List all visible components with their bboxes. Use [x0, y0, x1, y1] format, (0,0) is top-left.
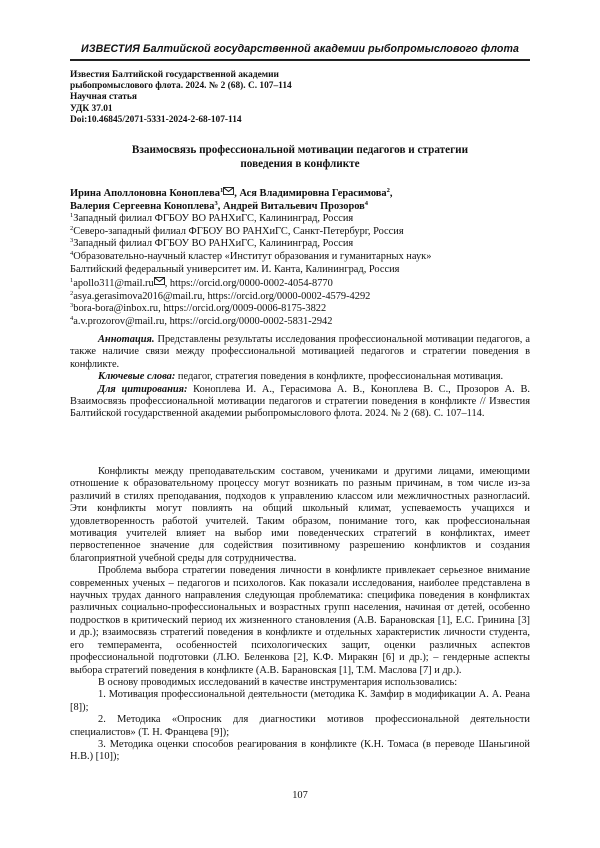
page-number: 107	[292, 790, 308, 801]
contact-email[interactable]: apollo311@mail.ru	[73, 278, 154, 290]
title-line: поведения в конфликте	[240, 158, 360, 170]
body-paragraph: 3. Методика оценки способов реагирования в конфликте (К.Н. Томаса (в переводе Шаньгиной Н.В.) [10]);	[70, 738, 530, 763]
author-name: Валерия Сергеевна Коноплева	[70, 200, 215, 212]
affiliation	[70, 213, 540, 226]
author-sup: 3	[214, 199, 218, 207]
meta-doi: Doi:10.46845/2071-5331-2024-2-68-107-114	[70, 114, 242, 125]
envelope-icon	[154, 276, 165, 289]
article-title	[70, 143, 530, 171]
abstract-text: Представлены результаты исследования профессиональной мотивации педагогов, а также наличие связи между профессиональной мотивацией педагогов и стратегии поведения в конфликте.	[70, 334, 530, 370]
keywords-paragraph	[70, 371, 530, 383]
author-name: Ирина Аполлоновна Коноплева	[70, 188, 220, 199]
header-rule	[70, 59, 530, 61]
affiliation-text: Западный филиал ФГБОУ ВО РАНХиГС, Калининград, Россия	[73, 238, 354, 250]
affiliation-text: Северо-западный филиал ФГБОУ ВО РАНХиГС, Санкт-Петербург, Россия	[73, 225, 404, 237]
abstract-paragraph	[70, 334, 530, 371]
affiliation	[70, 226, 540, 239]
citation-label: Для цитирования:	[98, 383, 188, 395]
contact	[70, 316, 540, 329]
envelope-icon	[223, 186, 234, 199]
contact-sup: 1	[70, 277, 74, 285]
affiliation	[70, 238, 540, 251]
affiliation-sup: 1	[70, 212, 74, 220]
article-meta	[70, 70, 530, 126]
author-name: Ася Владимировна Герасимова	[239, 188, 387, 199]
citation-text: Коноплева И. А., Герасимова А. В., Коноплева В. С., Прозоров А. В. Взаимосвязь профессиональной мотивации педагогов и стратегии поведения в конфликте // Известия Балтийской государственной академии рыбопромыслового флота. 2024. № 2 (68). С. 107–114.	[70, 383, 530, 420]
meta-journal-line: Известия Балтийской государственной академии	[70, 70, 279, 80]
body-paragraph: В основу проводимых исследований в качестве инструментария использовались:	[98, 676, 458, 688]
contact-orcid[interactable]: , https://orcid.org/0000-0002-4054-8770	[164, 278, 333, 290]
meta-issue-line: рыбопромыслового флота. 2024. № 2 (68). С. 107–114	[70, 81, 292, 92]
author-sup: 2	[386, 187, 390, 194]
affiliation-sup: 4	[70, 249, 74, 257]
title-line: Взаимосвязь профессиональной мотивации педагогов и стратегии	[131, 144, 469, 156]
contact-sup: 3	[70, 302, 74, 310]
author-names-line	[70, 186, 540, 201]
author-separator: ,	[389, 188, 393, 199]
author-name: Андрей Витальевич Прозоров	[222, 200, 365, 212]
author-separator: ,	[234, 188, 240, 199]
abstract-label: Аннотация.	[98, 334, 155, 345]
body-paragraph: 2. Методика «Опросник для диагностики мотивов профессиональной деятельности специалистов» (Т. Н. Францева [9]);	[70, 714, 530, 738]
running-header: ИЗВЕСТИЯ Балтийской государственной академии рыбопромыслового флота	[80, 43, 520, 55]
contact-text[interactable]: a.v.prozorov@mail.ru, https://orcid.org/0000-0002-5831-2942	[73, 315, 333, 327]
author-names-line	[70, 201, 540, 214]
contact-sup: 2	[70, 289, 74, 297]
author-sup: 1	[219, 187, 224, 194]
contact-text[interactable]: bora-bora@inbox.ru, https://orcid.org/0009-0006-8175-3822	[73, 303, 327, 315]
body-paragraph: 1. Мотивация профессиональной деятельности (методика К. Замфир в модификации А. А. Реана [8]);	[70, 689, 530, 713]
article-body	[70, 466, 530, 764]
contact	[70, 303, 540, 316]
affiliation: Балтийский федеральный университет им. И. Канта, Калининград, Россия	[70, 263, 400, 275]
contact-sup: 4	[70, 314, 74, 322]
abstract-block	[70, 334, 530, 421]
authors-block	[70, 186, 540, 329]
contact	[70, 276, 540, 291]
meta-udc: УДК 37.01	[70, 103, 113, 114]
citation-paragraph	[70, 384, 530, 421]
affiliation-text: Образовательно-научный кластер «Институт образования и гуманитарных наук»	[73, 250, 432, 262]
affiliation-text: Западный филиал ФГБОУ ВО РАНХиГС, Калининград, Россия	[73, 213, 354, 225]
meta-article-type: Научная статья	[70, 92, 137, 103]
body-paragraph: Проблема выбора стратегии поведения личности в конфликте привлекает серьезное внимание современных ученых – педагогов и психологов. Как показали исследования, наиболее представлена в научных трудах данного направления следующая проблематика: специфика поведения в конфликтах различных социально-профессиональных и возрастных групп населения, начиная от детей, особенно подростков в критический период их жизненного становления (А.В. Барановская [1], Е.С. Гринина [3] и др.); взаимосвязь стратегий поведения в конфликте и отдельных характеристик личности студента, его темперамента, особенностей психологических защит, оценки различных аспектов профессиональной подготовки (Л.Ю. Беленкова [2], К.Ф. Миракян [6] и др.); – гендерные аспекты выбора стратегий поведения в конфликте (А.В. Барановская [1], Т.М. Маслова [7] и др.).	[70, 565, 530, 676]
contact-text[interactable]: asya.gerasimova2016@mail.ru, https://orcid.org/0000-0002-4579-4292	[73, 290, 371, 302]
author-sup: 4	[364, 199, 369, 207]
affiliation	[70, 251, 540, 264]
body-paragraph: Конфликты между преподавательским составом, учениками и другими лицами, имеющими отношение к образовательному процессу могут возникать по разным причинам, в том числе из-за различий в стилях преподавания, подходов к управлению классом или межличностных разногласий. Эти конфликты могут повлиять на общий школьный климат, успеваемость учащихся и удовлетворенность работой учителей. Таким образом, понимание того, как профессиональная мотивация учителей влияет на выбор ими поведенческих стратегий в конфликтах, имеет первостепенное значение для содействия позитивному разрешению конфликтов и создания благоприятной учебной среды для сотрудничества.	[70, 466, 530, 564]
affiliation-sup: 3	[70, 237, 74, 245]
keywords-label: Ключевые слова:	[98, 371, 176, 383]
affiliation-sup: 2	[70, 224, 74, 232]
contact	[70, 291, 540, 304]
keywords-text: педагог, стратегия поведения в конфликте, профессиональная мотивация.	[175, 371, 504, 383]
author-separator: ,	[217, 200, 223, 212]
